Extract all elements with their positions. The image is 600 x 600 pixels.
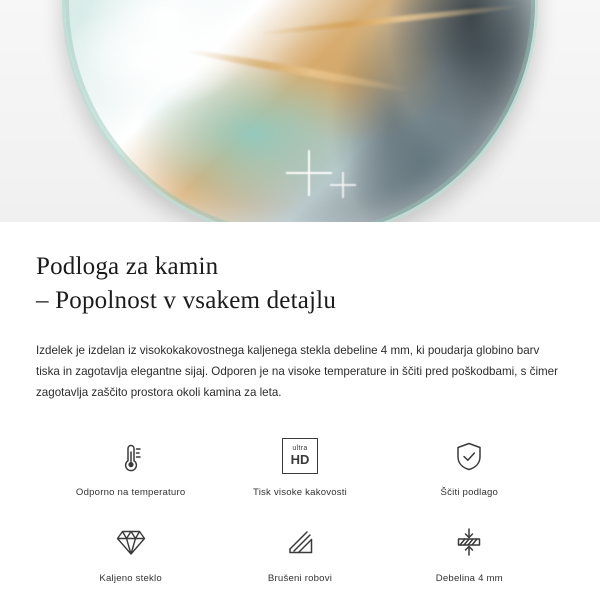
feature-item-temperature bbox=[46, 434, 215, 498]
glass-board-image bbox=[62, 0, 538, 222]
feature-item-print-quality bbox=[215, 434, 384, 498]
feature-label: Odporno na temperaturo bbox=[75, 486, 186, 498]
page-title bbox=[36, 250, 564, 318]
feature-label: Kaljeno steklo bbox=[99, 572, 162, 584]
feature-label: Tisk visoke kakovosti bbox=[253, 486, 347, 498]
feature-item-surface-protection bbox=[385, 434, 554, 498]
description-paragraph: Izdelek je izdelan iz visokokakovostnega kaljenega stekla debeline 4 mm, ki poudarja globino barv tiska in zagotavlja elegantne sijaj. Odporen je na visoke temperature in ščiti pred poškodbami, s čimer zagotavlja zaščito prostora okoli kamina za leta. bbox=[36, 343, 558, 400]
thickness-arrows-icon bbox=[449, 520, 489, 564]
diamond-icon bbox=[111, 520, 151, 564]
feature-grid bbox=[36, 434, 564, 584]
artwork-dark-blot bbox=[315, 0, 538, 222]
ultra-hd-badge-top: ultra bbox=[292, 445, 308, 453]
feature-label: Ščiti podlago bbox=[440, 486, 499, 498]
ultra-hd-icon bbox=[282, 434, 318, 478]
polished-edges-icon bbox=[280, 520, 320, 564]
thermometer-icon bbox=[111, 434, 151, 478]
feature-label: Brušeni robovi bbox=[267, 572, 333, 584]
ultra-hd-badge-bottom: HD bbox=[290, 452, 310, 468]
feature-label: Debelina 4 mm bbox=[435, 572, 503, 584]
hero-image bbox=[0, 0, 600, 222]
feature-item-thickness bbox=[385, 520, 554, 584]
content-area bbox=[0, 250, 600, 584]
headline-line-2: – Popolnost v vsakem detajlu bbox=[36, 286, 337, 314]
feature-item-tempered-glass bbox=[46, 520, 215, 584]
headline-line-1: Podloga za kamin bbox=[36, 253, 219, 280]
feature-item-polished-edges bbox=[215, 520, 384, 584]
shield-check-icon bbox=[449, 434, 489, 478]
abstract-artwork bbox=[65, 0, 535, 222]
